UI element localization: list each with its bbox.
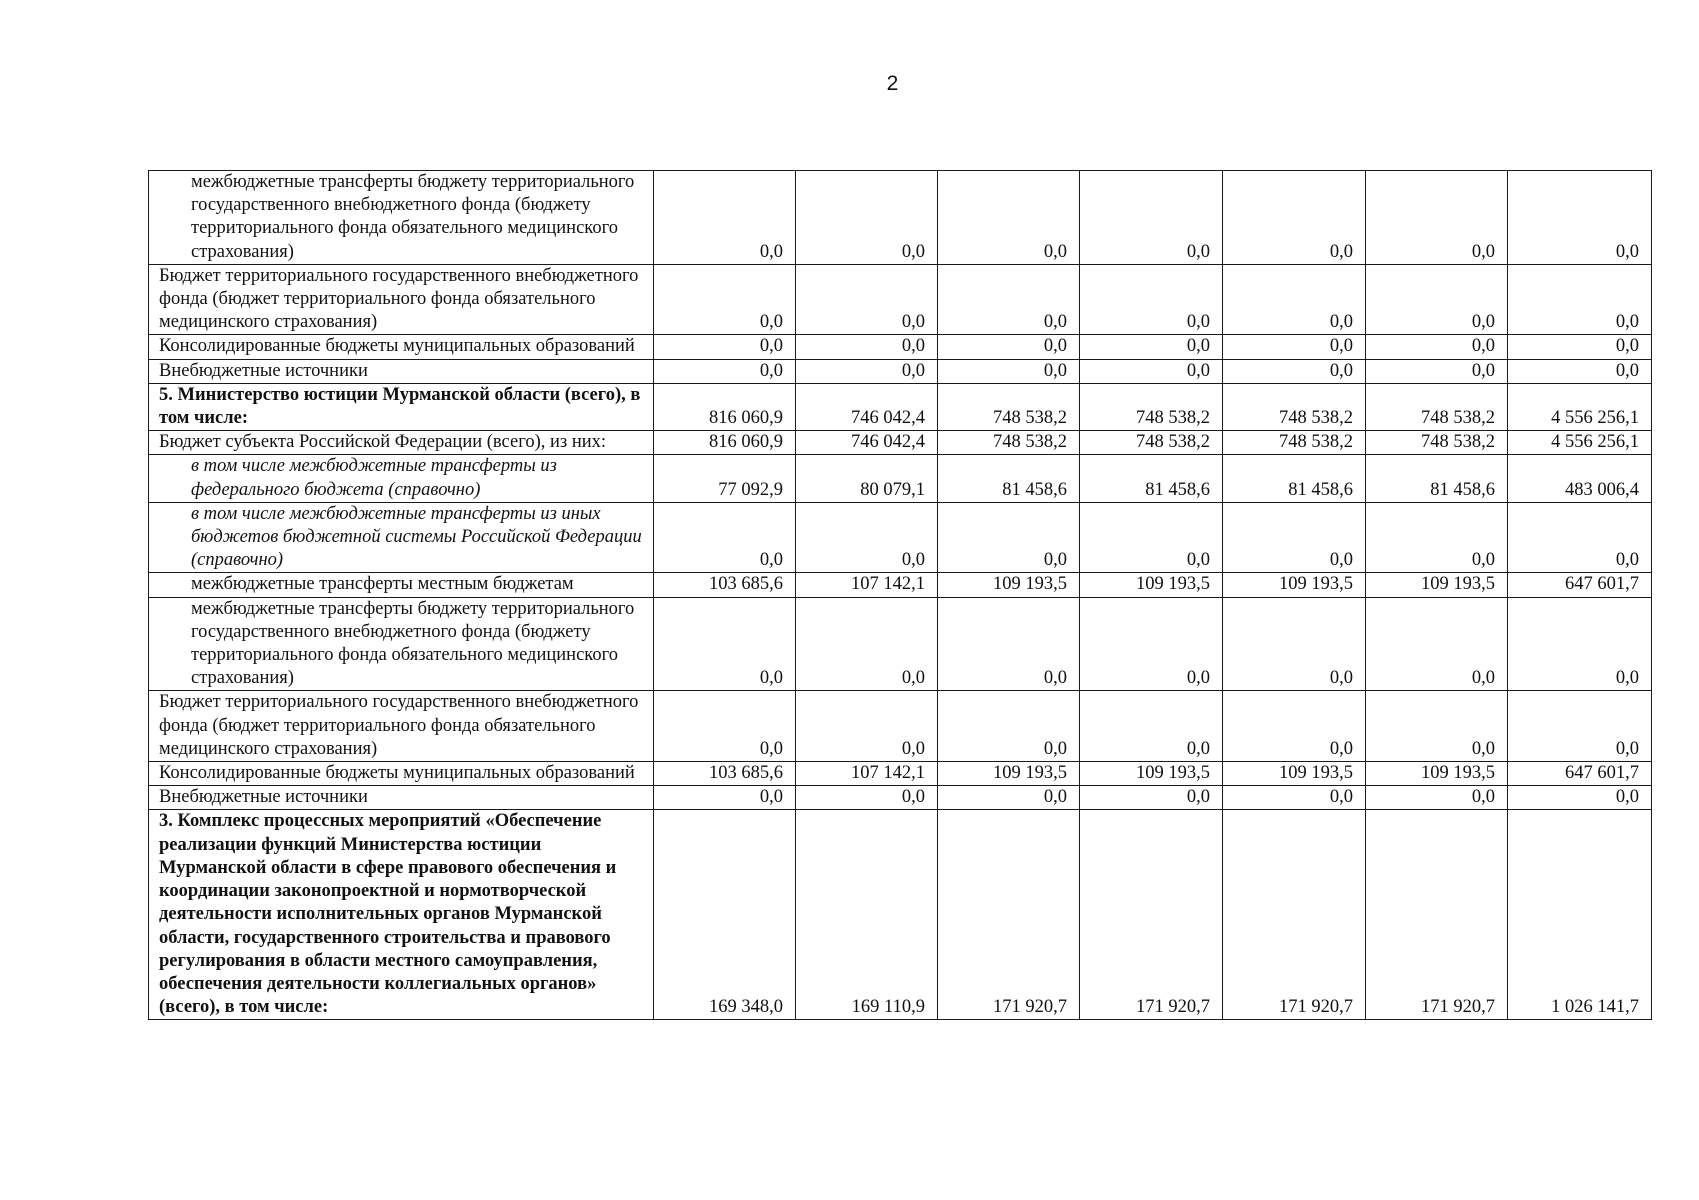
value-cell: 1 026 141,7 — [1508, 810, 1652, 1020]
value-cell: 0,0 — [938, 786, 1080, 810]
value-cell: 0,0 — [938, 359, 1080, 383]
row-label: Внебюджетные источники — [149, 359, 654, 383]
value-cell: 0,0 — [1508, 335, 1652, 359]
table-row — [149, 335, 1652, 359]
value-cell: 0,0 — [1508, 502, 1652, 573]
value-cell: 748 538,2 — [1366, 383, 1508, 430]
value-cell: 0,0 — [938, 502, 1080, 573]
table-row — [149, 810, 1652, 1020]
row-label: межбюджетные трансферты бюджету территориального государственного внебюджетного фонда (бюджету территориального фонда обязательного медицинского страхования) — [149, 171, 654, 265]
value-cell: 748 538,2 — [1080, 431, 1223, 455]
value-cell: 0,0 — [1080, 691, 1223, 762]
value-cell: 0,0 — [1508, 359, 1652, 383]
value-cell: 0,0 — [654, 171, 796, 265]
value-cell: 816 060,9 — [654, 431, 796, 455]
table-row — [149, 502, 1652, 573]
value-cell: 0,0 — [1508, 597, 1652, 691]
value-cell: 109 193,5 — [1223, 762, 1366, 786]
table-row — [149, 171, 1652, 265]
value-cell: 0,0 — [938, 171, 1080, 265]
row-label: в том числе межбюджетные трансферты из иных бюджетов бюджетной системы Российской Федерации (справочно) — [149, 502, 654, 573]
value-cell: 0,0 — [796, 335, 938, 359]
value-cell: 746 042,4 — [796, 383, 938, 430]
value-cell: 0,0 — [1223, 502, 1366, 573]
value-cell: 0,0 — [1223, 691, 1366, 762]
value-cell: 81 458,6 — [1080, 455, 1223, 502]
value-cell: 0,0 — [1508, 691, 1652, 762]
value-cell: 109 193,5 — [938, 762, 1080, 786]
value-cell: 0,0 — [796, 264, 938, 335]
table-row — [149, 383, 1652, 430]
value-cell: 0,0 — [796, 359, 938, 383]
row-label: Бюджет территориального государственного внебюджетного фонда (бюджет территориального фонда обязательного медицинского страхования) — [149, 691, 654, 762]
row-label: Консолидированные бюджеты муниципальных образований — [149, 335, 654, 359]
value-cell: 0,0 — [1080, 597, 1223, 691]
value-cell: 171 920,7 — [1366, 810, 1508, 1020]
value-cell: 0,0 — [1366, 597, 1508, 691]
value-cell: 80 079,1 — [796, 455, 938, 502]
row-label: межбюджетные трансферты бюджету территориального государственного внебюджетного фонда (бюджету территориального фонда обязательного медицинского страхования) — [149, 597, 654, 691]
value-cell: 109 193,5 — [1366, 762, 1508, 786]
value-cell: 77 092,9 — [654, 455, 796, 502]
row-label: Консолидированные бюджеты муниципальных образований — [149, 762, 654, 786]
value-cell: 0,0 — [1080, 359, 1223, 383]
value-cell: 0,0 — [1080, 502, 1223, 573]
value-cell: 0,0 — [654, 597, 796, 691]
value-cell: 0,0 — [1508, 171, 1652, 265]
row-label: межбюджетные трансферты местным бюджетам — [149, 573, 654, 597]
value-cell: 107 142,1 — [796, 762, 938, 786]
row-label: в том числе межбюджетные трансферты из федерального бюджета (справочно) — [149, 455, 654, 502]
value-cell: 4 556 256,1 — [1508, 431, 1652, 455]
table-row — [149, 431, 1652, 455]
table-row — [149, 786, 1652, 810]
value-cell: 0,0 — [1366, 335, 1508, 359]
value-cell: 748 538,2 — [1223, 431, 1366, 455]
value-cell: 0,0 — [796, 171, 938, 265]
value-cell: 748 538,2 — [1366, 431, 1508, 455]
value-cell: 171 920,7 — [1080, 810, 1223, 1020]
value-cell: 103 685,6 — [654, 573, 796, 597]
value-cell: 81 458,6 — [1223, 455, 1366, 502]
value-cell: 103 685,6 — [654, 762, 796, 786]
value-cell: 0,0 — [1366, 171, 1508, 265]
value-cell: 0,0 — [654, 264, 796, 335]
value-cell: 0,0 — [654, 359, 796, 383]
value-cell: 748 538,2 — [1080, 383, 1223, 430]
value-cell: 0,0 — [1080, 786, 1223, 810]
value-cell: 107 142,1 — [796, 573, 938, 597]
value-cell: 109 193,5 — [1080, 762, 1223, 786]
value-cell: 0,0 — [796, 691, 938, 762]
value-cell: 0,0 — [1508, 786, 1652, 810]
value-cell: 0,0 — [938, 597, 1080, 691]
value-cell: 0,0 — [1080, 335, 1223, 359]
value-cell: 0,0 — [1366, 359, 1508, 383]
table-row — [149, 691, 1652, 762]
value-cell: 109 193,5 — [1080, 573, 1223, 597]
value-cell: 647 601,7 — [1508, 762, 1652, 786]
row-label: Внебюджетные источники — [149, 786, 654, 810]
value-cell: 748 538,2 — [938, 383, 1080, 430]
value-cell: 0,0 — [796, 786, 938, 810]
value-cell: 169 348,0 — [654, 810, 796, 1020]
value-cell: 0,0 — [1223, 597, 1366, 691]
table-row — [149, 455, 1652, 502]
value-cell: 0,0 — [654, 335, 796, 359]
row-label: Бюджет субъекта Российской Федерации (всего), из них: — [149, 431, 654, 455]
value-cell: 0,0 — [1366, 502, 1508, 573]
table-row — [149, 264, 1652, 335]
value-cell: 0,0 — [1223, 171, 1366, 265]
value-cell: 746 042,4 — [796, 431, 938, 455]
value-cell: 0,0 — [796, 502, 938, 573]
table-row — [149, 573, 1652, 597]
value-cell: 483 006,4 — [1508, 455, 1652, 502]
value-cell: 0,0 — [1223, 359, 1366, 383]
value-cell: 0,0 — [938, 264, 1080, 335]
budget-table — [148, 170, 1652, 1020]
value-cell: 171 920,7 — [1223, 810, 1366, 1020]
value-cell: 109 193,5 — [1223, 573, 1366, 597]
row-label: 3. Комплекс процессных мероприятий «Обеспечение реализации функций Министерства юстиции Мурманской области в сфере правового обеспечения и координации законопроектной и нормотворческой деятельности исполнительных органов Мурманской области, государственного строительства и правового регулирования в области местного самоуправления, обеспечения деятельности коллегиальных органов» (всего), в том числе: — [149, 810, 654, 1020]
value-cell: 169 110,9 — [796, 810, 938, 1020]
value-cell: 0,0 — [1080, 264, 1223, 335]
value-cell: 647 601,7 — [1508, 573, 1652, 597]
value-cell: 0,0 — [654, 502, 796, 573]
value-cell: 0,0 — [938, 691, 1080, 762]
value-cell: 81 458,6 — [938, 455, 1080, 502]
value-cell: 748 538,2 — [1223, 383, 1366, 430]
value-cell: 109 193,5 — [1366, 573, 1508, 597]
row-label: 5. Министерство юстиции Мурманской области (всего), в том числе: — [149, 383, 654, 430]
value-cell: 0,0 — [1080, 171, 1223, 265]
value-cell: 0,0 — [1366, 691, 1508, 762]
value-cell: 0,0 — [1223, 786, 1366, 810]
value-cell: 0,0 — [654, 691, 796, 762]
value-cell: 171 920,7 — [938, 810, 1080, 1020]
table-body — [149, 171, 1652, 1020]
value-cell: 0,0 — [1223, 335, 1366, 359]
value-cell: 816 060,9 — [654, 383, 796, 430]
value-cell: 0,0 — [796, 597, 938, 691]
table-row — [149, 359, 1652, 383]
value-cell: 0,0 — [654, 786, 796, 810]
value-cell: 4 556 256,1 — [1508, 383, 1652, 430]
value-cell: 0,0 — [1366, 786, 1508, 810]
value-cell: 748 538,2 — [938, 431, 1080, 455]
value-cell: 0,0 — [1366, 264, 1508, 335]
value-cell: 109 193,5 — [938, 573, 1080, 597]
row-label: Бюджет территориального государственного внебюджетного фонда (бюджет территориального фонда обязательного медицинского страхования) — [149, 264, 654, 335]
value-cell: 0,0 — [1223, 264, 1366, 335]
value-cell: 0,0 — [1508, 264, 1652, 335]
table-row — [149, 597, 1652, 691]
table-row — [149, 762, 1652, 786]
value-cell: 0,0 — [938, 335, 1080, 359]
page-number: 2 — [886, 72, 899, 95]
value-cell: 81 458,6 — [1366, 455, 1508, 502]
